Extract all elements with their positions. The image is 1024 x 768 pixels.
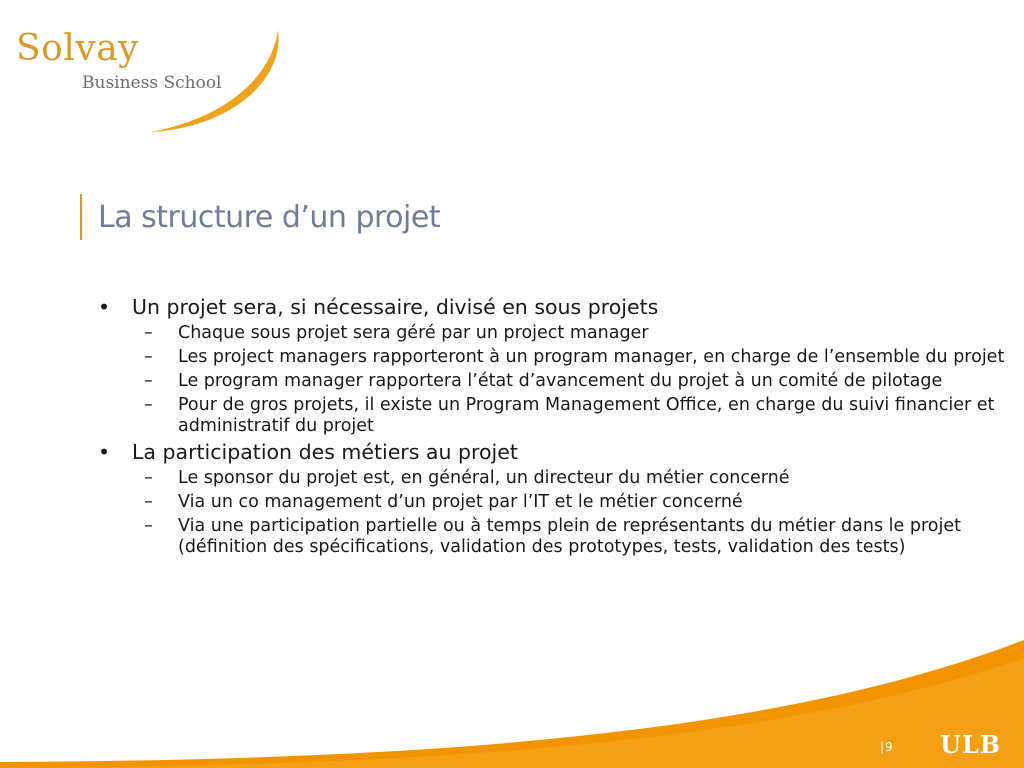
bullet-text: Un projet sera, si nécessaire, divisé en sous projets (132, 295, 659, 319)
bullet-icon: • (98, 295, 111, 319)
sub-item (96, 323, 1006, 344)
sub-item (96, 395, 1006, 437)
dash-icon: – (144, 347, 153, 367)
sub-item-text: Le sponsor du projet est, en général, un directeur du métier concerné (178, 468, 790, 488)
sub-item-text: Le program manager rapportera l’état d’avancement du projet à un comité de pilotage (178, 371, 943, 391)
dash-icon: – (144, 492, 153, 512)
bullet-icon: • (98, 440, 111, 464)
title-accent-bar (80, 194, 82, 240)
sub-item (96, 468, 1006, 489)
sub-item (96, 347, 1006, 368)
sub-item-text: Via une participation partielle ou à temps plein de représentants du métier dans le projet (définition des spécifications, validation des prototypes, tests, validation des tests) (178, 516, 961, 557)
sub-item-text: Chaque sous projet sera géré par un project manager (178, 323, 649, 343)
bullet-item-1 (96, 295, 1006, 320)
footer-wave-icon (0, 610, 1024, 768)
sub-item-text: Via un co management d’un projet par l’IT et le métier concerné (178, 492, 743, 512)
logo-arc-icon (0, 0, 300, 140)
logo-subtitle: Business School (82, 73, 222, 93)
bullet-text: La participation des métiers au projet (132, 440, 518, 464)
slide-content (96, 292, 1006, 558)
dash-icon: – (144, 516, 153, 536)
ulb-logo: ULB (940, 730, 1002, 759)
sub-item (96, 492, 1006, 513)
page-number (880, 740, 893, 754)
dash-icon: – (144, 395, 153, 415)
dash-icon: – (144, 323, 153, 343)
page-number-value: 9 (885, 740, 893, 754)
solvay-logo (0, 0, 300, 140)
logo-name: Solvay (16, 28, 139, 69)
sub-item (96, 371, 1006, 392)
sub-item (96, 516, 1006, 558)
page-separator: | (880, 740, 885, 754)
sub-item-text: Les project managers rapporteront à un program manager, en charge de l’ensemble du projet (178, 347, 1005, 367)
sub-item-text: Pour de gros projets, il existe un Program Management Office, en charge du suivi financier et administratif du projet (178, 395, 995, 436)
dash-icon: – (144, 468, 153, 488)
dash-icon: – (144, 371, 153, 391)
bullet-item-2 (96, 440, 1006, 465)
slide-title: La structure d’un projet (98, 200, 441, 235)
